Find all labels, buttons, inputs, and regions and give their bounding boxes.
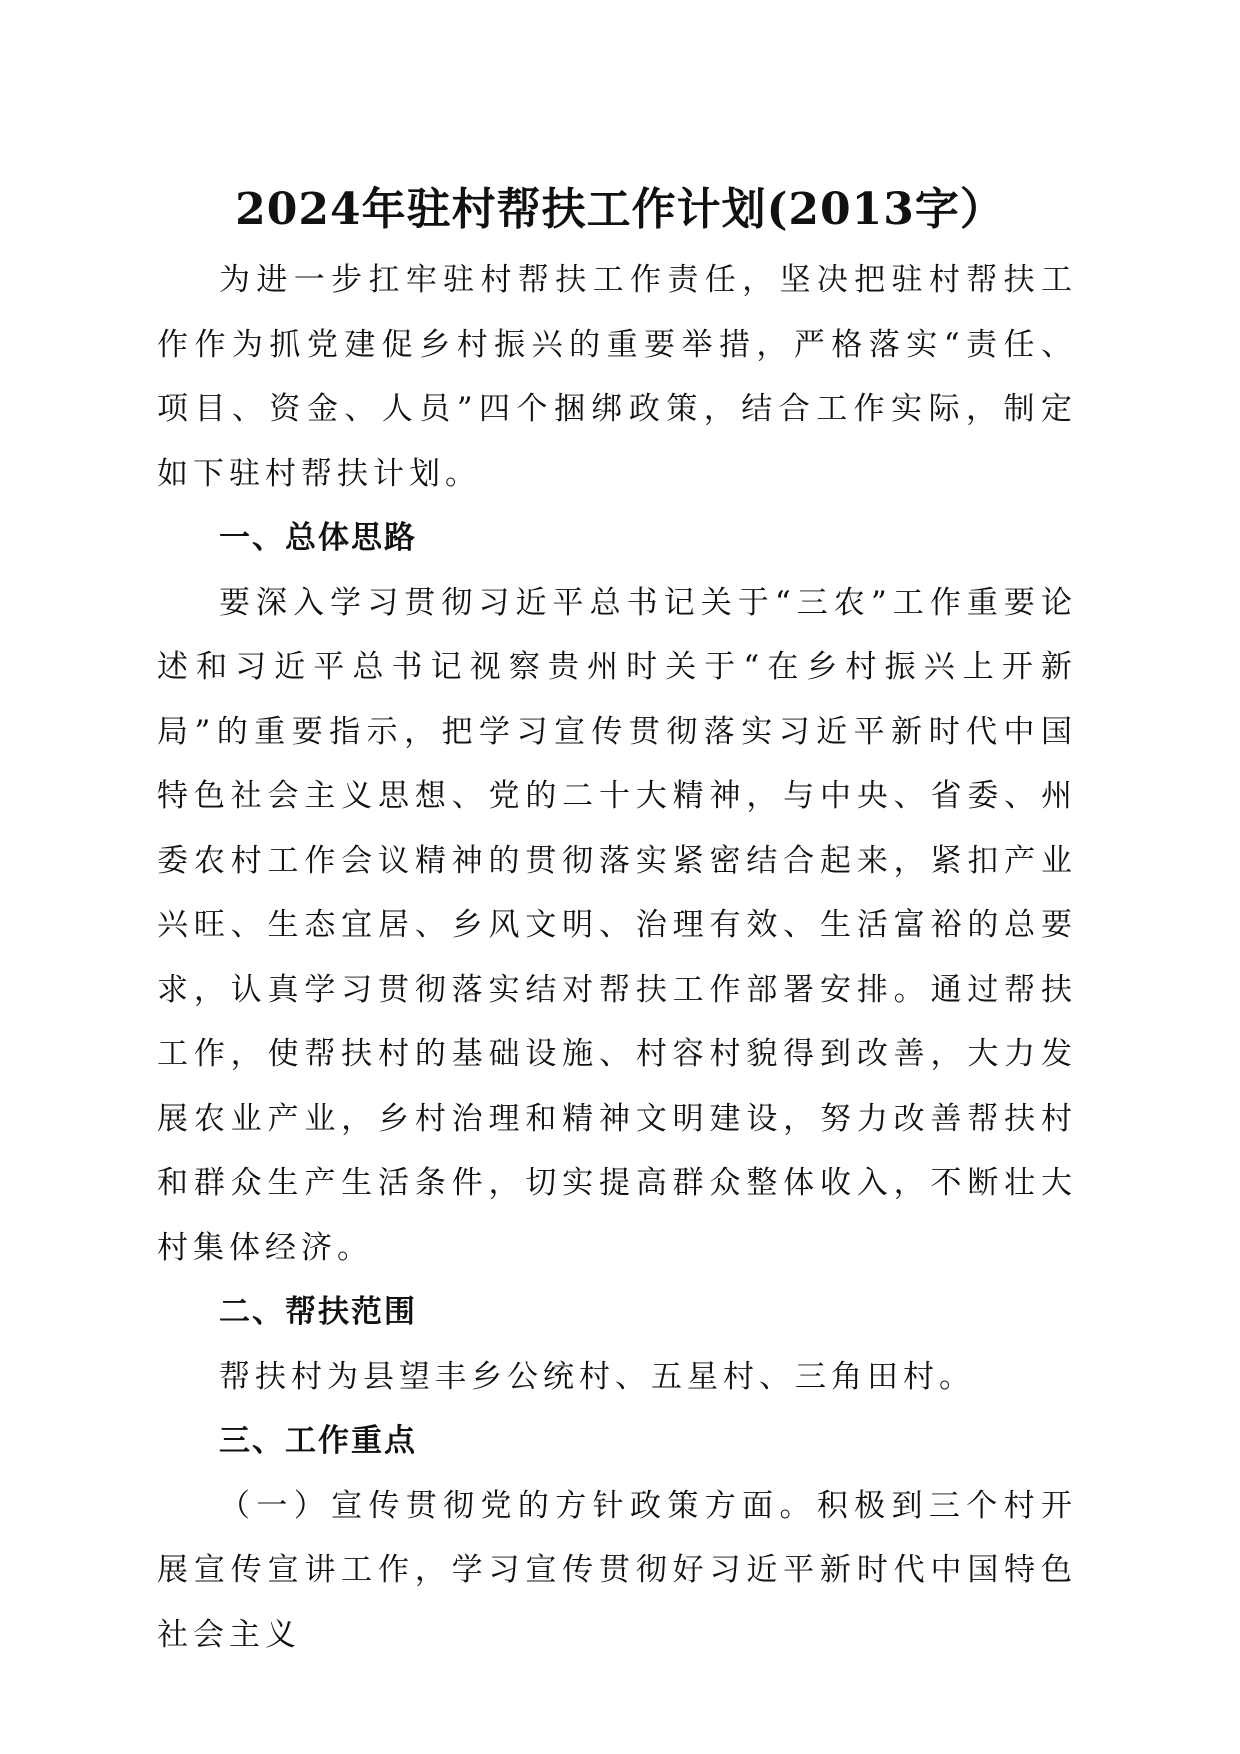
section-heading-work-focus: 三、工作重点: [219, 1423, 417, 1459]
document-body: [157, 248, 1077, 1667]
intro-paragraph: 为进一步扛牢驻村帮扶工作责任，坚决把驻村帮扶工作作为抓党建促乡村振兴的重要举措，严格落实“责任、项目、资金、人员”四个捆绑政策，结合工作实际，制定如下驻村帮扶计划。: [157, 262, 1077, 492]
section-heading-overall-approach: 一、总体思路: [219, 520, 417, 556]
document-title: 2024年驻村帮扶工作计划(2013字）: [235, 184, 1005, 235]
section-paragraph-work-focus: （一）宣传贯彻党的方针政策方面。积极到三个村开展宣传宣讲工作，学习宣传贯彻好习近平新时代中国特色社会主义: [157, 1487, 1077, 1653]
section-paragraph-assistance-scope: 帮扶村为县望丰乡公统村、五星村、三角田村。: [219, 1358, 975, 1395]
section-paragraph-overall-approach: 要深入学习贯彻习近平总书记关于“三农”工作重要论述和习近平总书记视察贵州时关于“在乡村振兴上开新局”的重要指示，把学习宣传贯彻落实习近平新时代中国特色社会主义思想、党的二十大精神，与中央、省委、州委农村工作会议精神的贯彻落实紧密结合起来，紧扣产业兴旺、生态宜居、乡风文明、治理有效、生活富裕的总要求，认真学习贯彻落实结对帮扶工作部署安排。通过帮扶工作，使帮扶村的基础设施、村容村貌得到改善，大力发展农业产业，乡村治理和精神文明建设，努力改善帮扶村和群众生产生活条件，切实提高群众整体收入，不断壮大村集体经济。: [157, 584, 1077, 1266]
section-heading-assistance-scope: 二、帮扶范围: [219, 1294, 417, 1330]
